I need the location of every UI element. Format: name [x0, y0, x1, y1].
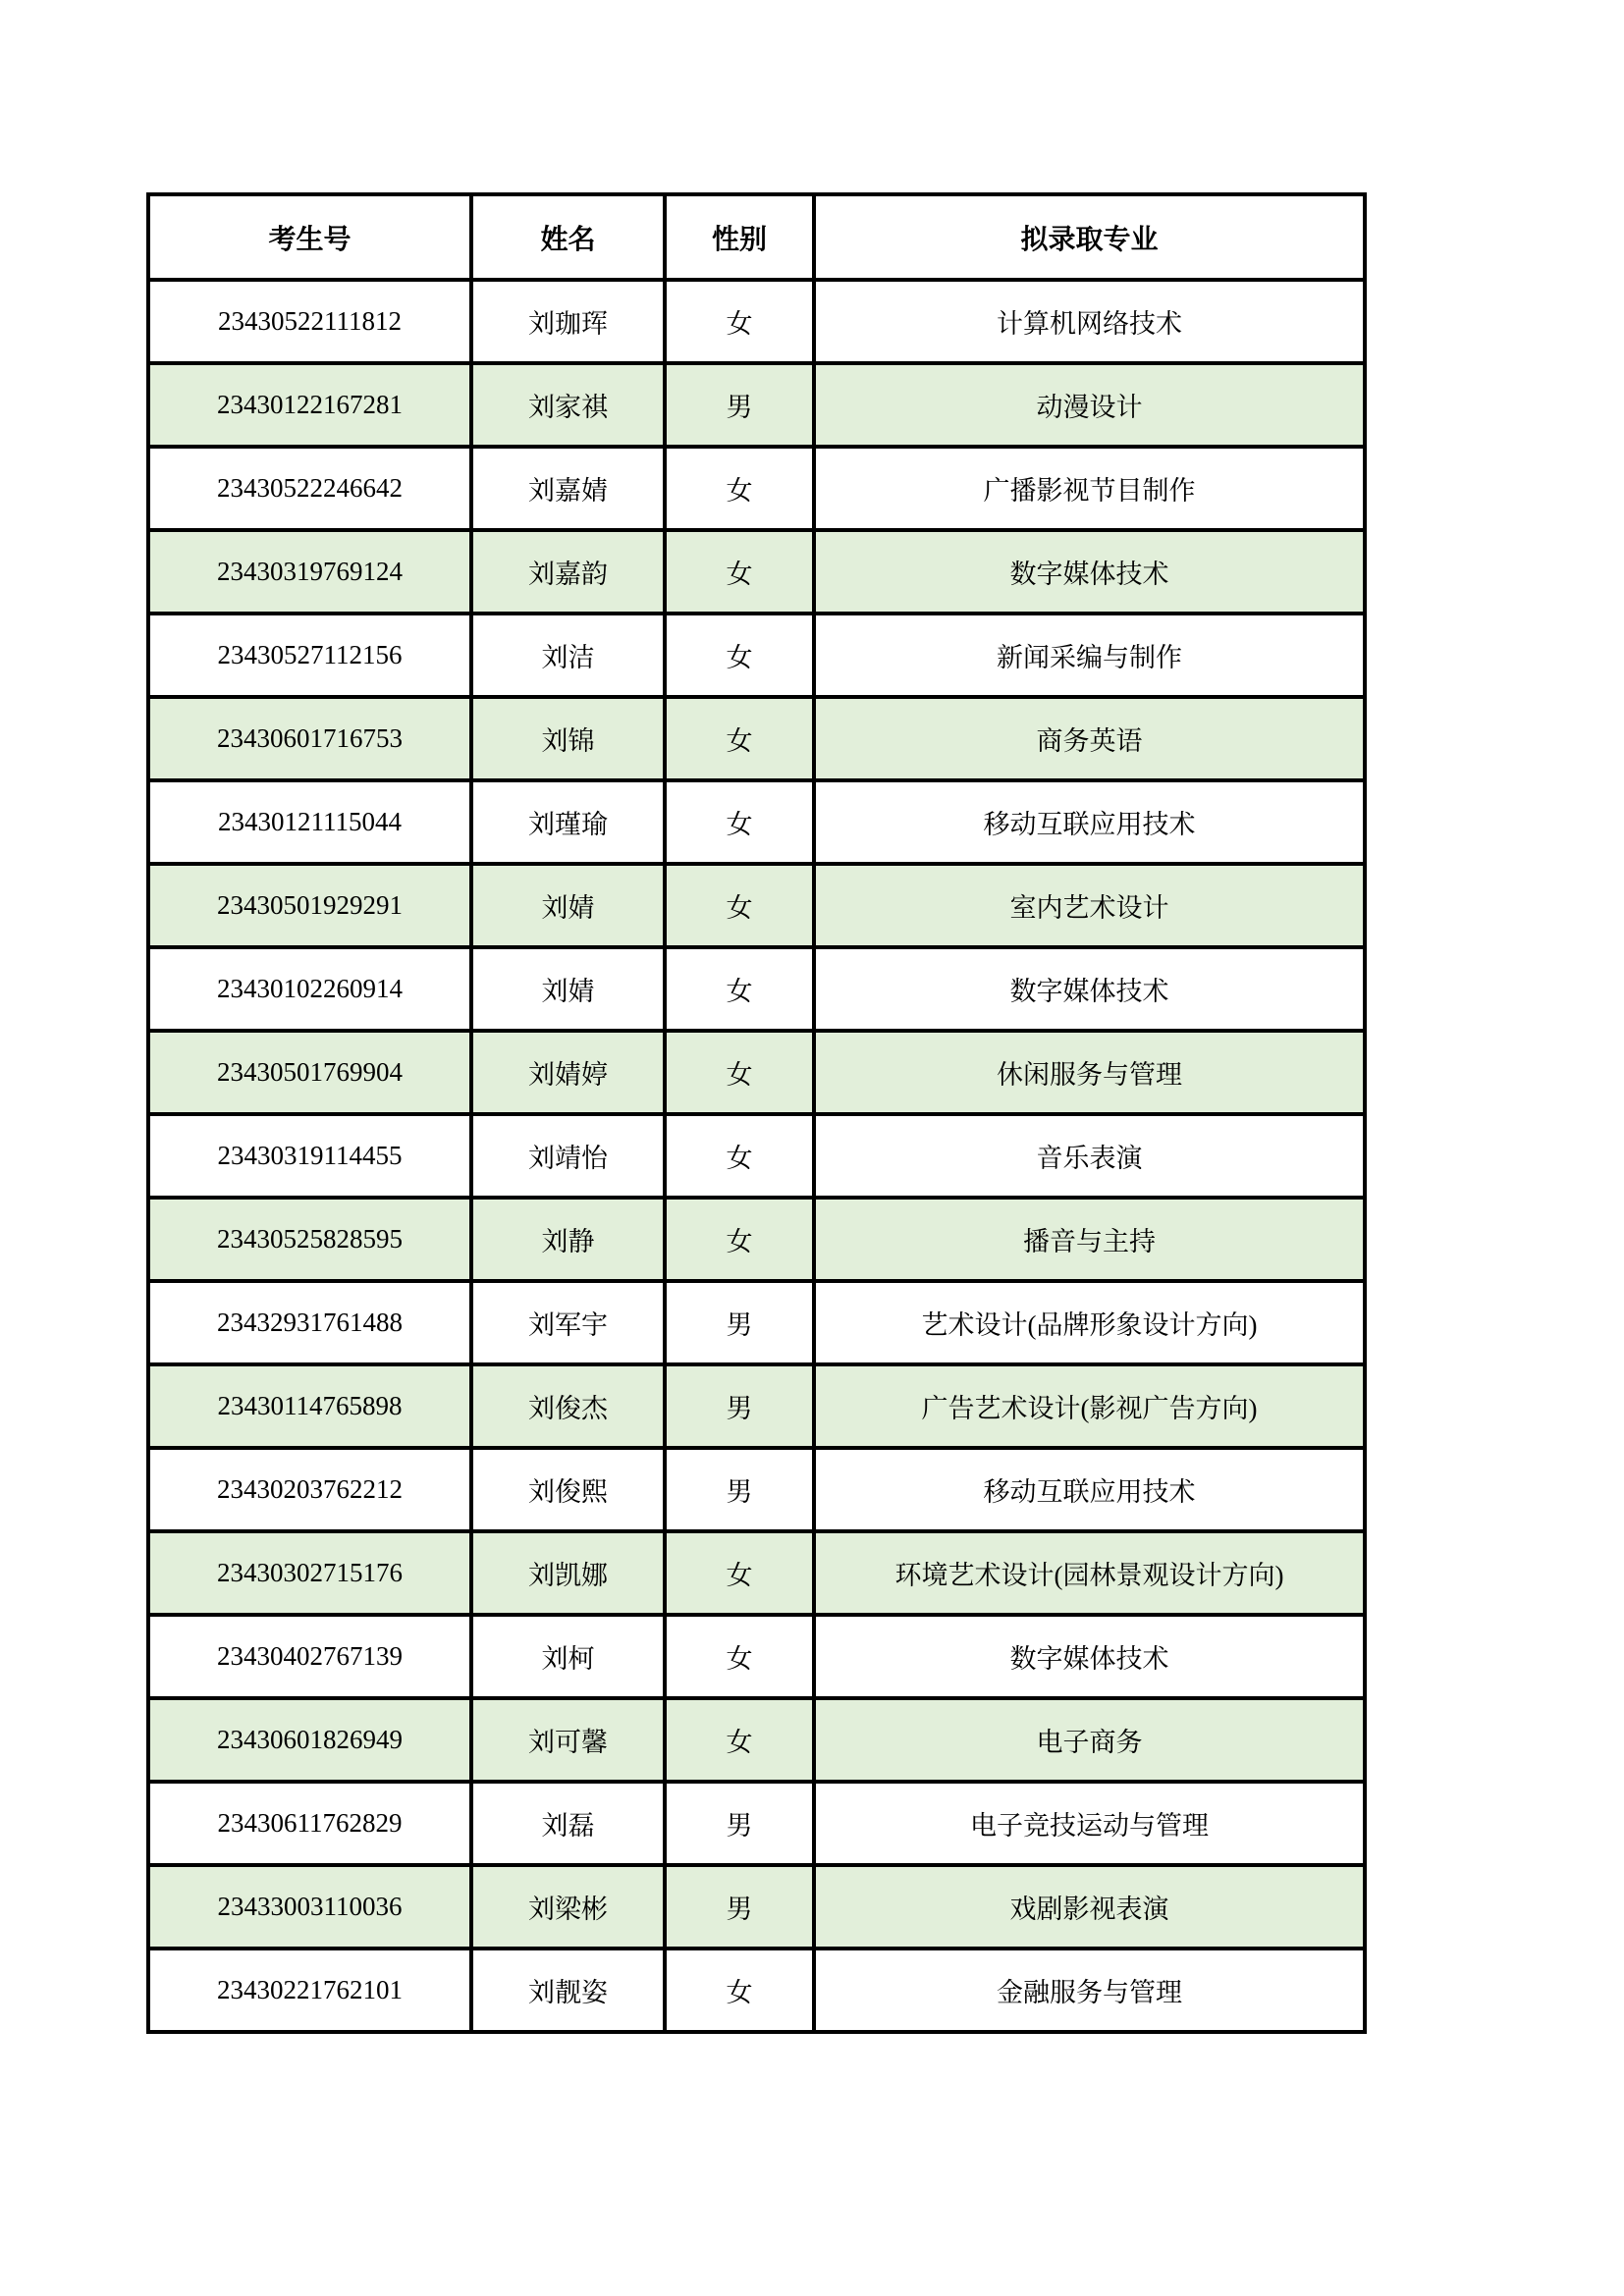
name-cell: 刘梁彬: [471, 1865, 665, 1949]
table-row: [148, 1364, 1365, 1448]
table-row: [148, 1865, 1365, 1949]
candidate-id-cell: 23430601826949: [148, 1698, 471, 1782]
table-body: [148, 280, 1365, 2032]
major-cell: 环境艺术设计(园林景观设计方向): [814, 1531, 1365, 1615]
major-cell: 广告艺术设计(影视广告方向): [814, 1364, 1365, 1448]
header-candidate-id: 考生号: [148, 194, 471, 280]
major-cell: 金融服务与管理: [814, 1949, 1365, 2032]
header-name: 姓名: [471, 194, 665, 280]
name-cell: 刘靖怡: [471, 1114, 665, 1198]
table-row: [148, 447, 1365, 530]
major-cell: 艺术设计(品牌形象设计方向): [814, 1281, 1365, 1364]
table-row: [148, 1448, 1365, 1531]
candidate-id-cell: 23432931761488: [148, 1281, 471, 1364]
candidate-id-cell: 23430522246642: [148, 447, 471, 530]
gender-cell: 男: [665, 1865, 814, 1949]
table-row: [148, 1698, 1365, 1782]
candidate-id-cell: 23430122167281: [148, 363, 471, 447]
candidate-id-cell: 23433003110036: [148, 1865, 471, 1949]
gender-cell: 男: [665, 1281, 814, 1364]
gender-cell: 男: [665, 1448, 814, 1531]
candidate-id-cell: 23430114765898: [148, 1364, 471, 1448]
gender-cell: 女: [665, 614, 814, 697]
major-cell: 商务英语: [814, 697, 1365, 780]
name-cell: 刘可馨: [471, 1698, 665, 1782]
table-row: [148, 1949, 1365, 2032]
name-cell: 刘婧: [471, 864, 665, 947]
candidate-id-cell: 23430102260914: [148, 947, 471, 1031]
table-row: [148, 780, 1365, 864]
gender-cell: 女: [665, 1031, 814, 1114]
table-row: [148, 1531, 1365, 1615]
major-cell: 数字媒体技术: [814, 530, 1365, 614]
major-cell: 播音与主持: [814, 1198, 1365, 1281]
major-cell: 移动互联应用技术: [814, 1448, 1365, 1531]
name-cell: 刘嘉韵: [471, 530, 665, 614]
name-cell: 刘洁: [471, 614, 665, 697]
candidate-id-cell: 23430601716753: [148, 697, 471, 780]
major-cell: 动漫设计: [814, 363, 1365, 447]
candidate-id-cell: 23430319114455: [148, 1114, 471, 1198]
name-cell: 刘俊熙: [471, 1448, 665, 1531]
name-cell: 刘军宇: [471, 1281, 665, 1364]
gender-cell: 女: [665, 780, 814, 864]
candidate-id-cell: 23430402767139: [148, 1615, 471, 1698]
table-row: [148, 530, 1365, 614]
name-cell: 刘家祺: [471, 363, 665, 447]
gender-cell: 女: [665, 697, 814, 780]
candidate-id-cell: 23430525828595: [148, 1198, 471, 1281]
table-row: [148, 1281, 1365, 1364]
major-cell: 室内艺术设计: [814, 864, 1365, 947]
candidate-id-cell: 23430501769904: [148, 1031, 471, 1114]
gender-cell: 女: [665, 1949, 814, 2032]
name-cell: 刘柯: [471, 1615, 665, 1698]
major-cell: 广播影视节目制作: [814, 447, 1365, 530]
name-cell: 刘静: [471, 1198, 665, 1281]
header-row: [148, 194, 1365, 280]
major-cell: 戏剧影视表演: [814, 1865, 1365, 1949]
table-row: [148, 1114, 1365, 1198]
candidate-id-cell: 23430221762101: [148, 1949, 471, 2032]
gender-cell: 女: [665, 1114, 814, 1198]
name-cell: 刘瑾瑜: [471, 780, 665, 864]
name-cell: 刘嘉婧: [471, 447, 665, 530]
table-row: [148, 363, 1365, 447]
gender-cell: 男: [665, 1364, 814, 1448]
name-cell: 刘婧婷: [471, 1031, 665, 1114]
gender-cell: 女: [665, 530, 814, 614]
gender-cell: 女: [665, 1531, 814, 1615]
name-cell: 刘俊杰: [471, 1364, 665, 1448]
gender-cell: 女: [665, 1615, 814, 1698]
major-cell: 数字媒体技术: [814, 947, 1365, 1031]
table-row: [148, 697, 1365, 780]
major-cell: 音乐表演: [814, 1114, 1365, 1198]
table-header: [148, 194, 1365, 280]
major-cell: 休闲服务与管理: [814, 1031, 1365, 1114]
header-gender: 性别: [665, 194, 814, 280]
candidate-id-cell: 23430319769124: [148, 530, 471, 614]
table-row: [148, 1198, 1365, 1281]
major-cell: 电子竞技运动与管理: [814, 1782, 1365, 1865]
candidate-id-cell: 23430302715176: [148, 1531, 471, 1615]
candidate-id-cell: 23430522111812: [148, 280, 471, 363]
name-cell: 刘婧: [471, 947, 665, 1031]
name-cell: 刘磊: [471, 1782, 665, 1865]
major-cell: 计算机网络技术: [814, 280, 1365, 363]
major-cell: 移动互联应用技术: [814, 780, 1365, 864]
candidate-id-cell: 23430611762829: [148, 1782, 471, 1865]
candidate-id-cell: 23430203762212: [148, 1448, 471, 1531]
gender-cell: 女: [665, 1198, 814, 1281]
table-row: [148, 280, 1365, 363]
table-row: [148, 1031, 1365, 1114]
table-row: [148, 1782, 1365, 1865]
name-cell: 刘靓姿: [471, 1949, 665, 2032]
gender-cell: 女: [665, 447, 814, 530]
name-cell: 刘锦: [471, 697, 665, 780]
table-row: [148, 614, 1365, 697]
major-cell: 新闻采编与制作: [814, 614, 1365, 697]
major-cell: 数字媒体技术: [814, 1615, 1365, 1698]
table-row: [148, 947, 1365, 1031]
gender-cell: 男: [665, 1782, 814, 1865]
gender-cell: 女: [665, 280, 814, 363]
candidate-id-cell: 23430501929291: [148, 864, 471, 947]
gender-cell: 女: [665, 947, 814, 1031]
name-cell: 刘凯娜: [471, 1531, 665, 1615]
header-major: 拟录取专业: [814, 194, 1365, 280]
candidate-id-cell: 23430527112156: [148, 614, 471, 697]
major-cell: 电子商务: [814, 1698, 1365, 1782]
admission-list-table: [146, 192, 1367, 2034]
table-row: [148, 864, 1365, 947]
table-row: [148, 1615, 1365, 1698]
gender-cell: 女: [665, 864, 814, 947]
gender-cell: 男: [665, 363, 814, 447]
name-cell: 刘珈珲: [471, 280, 665, 363]
gender-cell: 女: [665, 1698, 814, 1782]
candidate-id-cell: 23430121115044: [148, 780, 471, 864]
